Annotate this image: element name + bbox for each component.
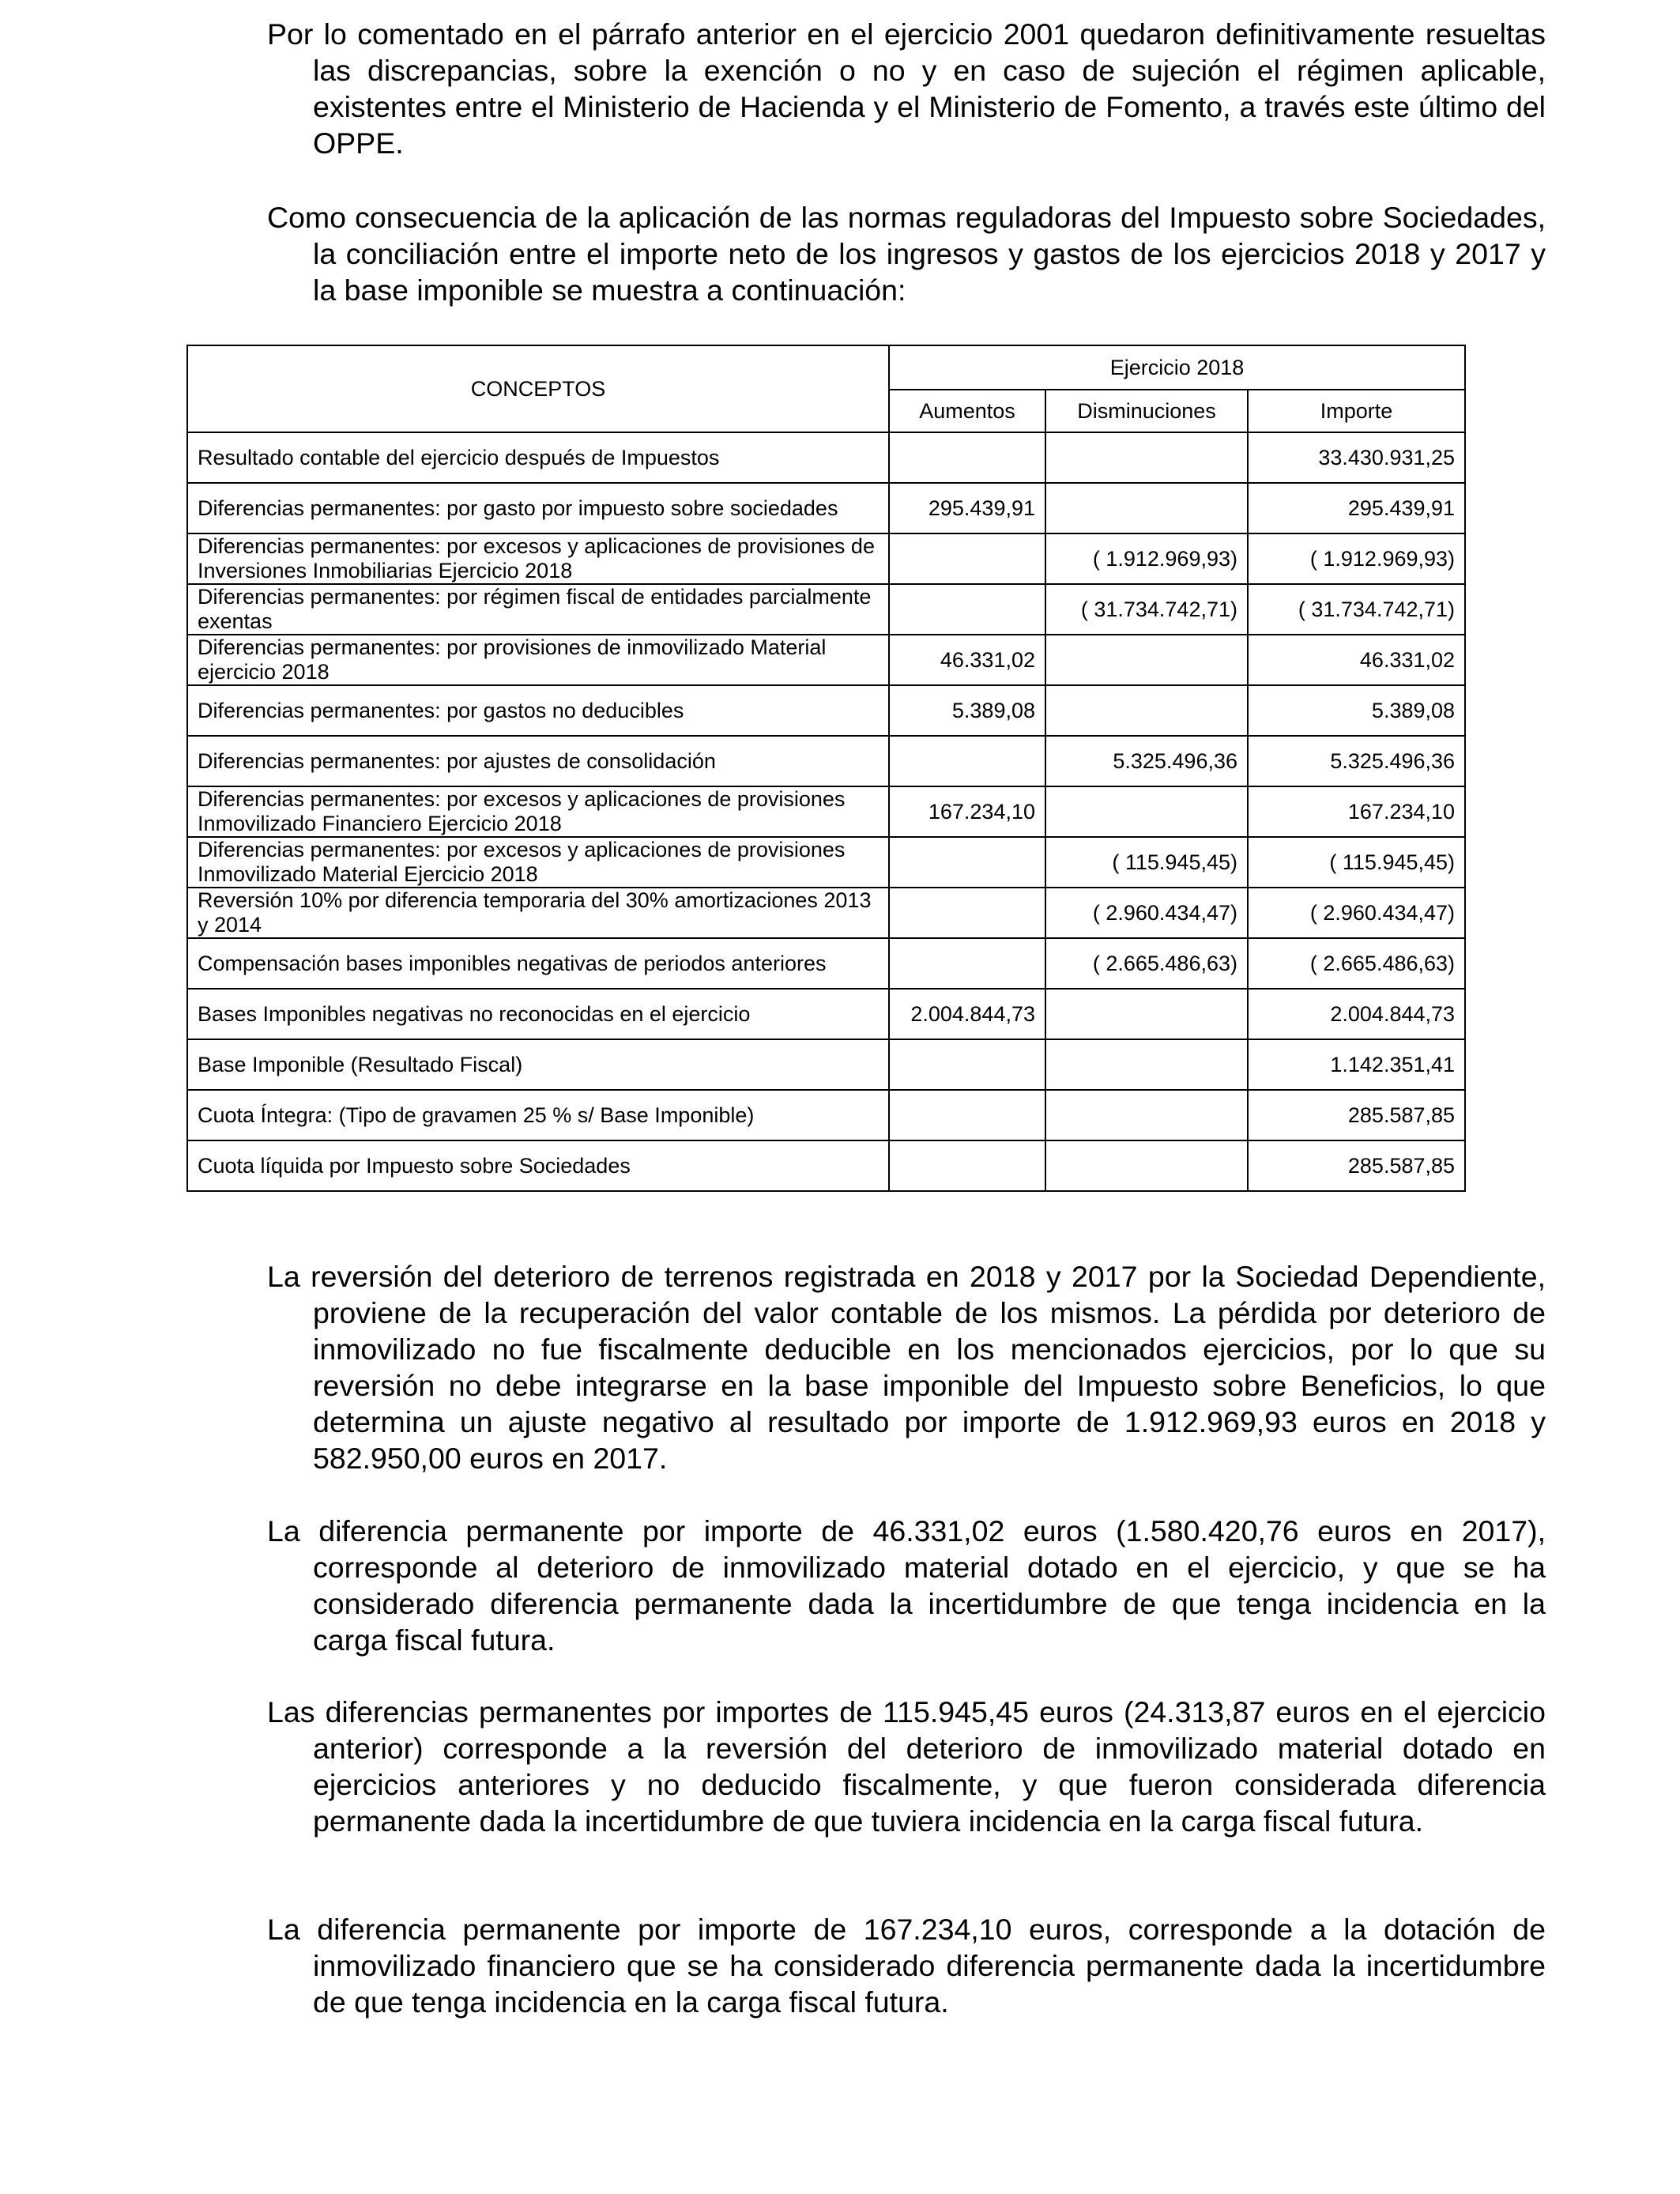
cell-decreases: ( 1.912.969,93) — [1045, 533, 1248, 584]
cell-increases — [889, 736, 1045, 786]
cell-increases — [889, 888, 1045, 938]
header-concepts: CONCEPTOS — [187, 345, 889, 432]
cell-decreases — [1045, 989, 1248, 1039]
cell-concept: Cuota Íntegra: (Tipo de gravamen 25 % s/ Base Imponible) — [187, 1090, 889, 1140]
cell-decreases: 5.325.496,36 — [1045, 736, 1248, 786]
cell-concept: Diferencias permanentes: por excesos y aplicaciones de provisiones Inmovilizado Financiero Ejercicio 2018 — [187, 786, 889, 837]
cell-increases — [889, 1090, 1045, 1140]
table-row — [187, 989, 1465, 1039]
cell-concept: Base Imponible (Resultado Fiscal) — [187, 1039, 889, 1090]
cell-increases: 46.331,02 — [889, 635, 1045, 685]
cell-amount: ( 115.945,45) — [1248, 837, 1465, 888]
cell-amount: ( 2.665.486,63) — [1248, 938, 1465, 989]
cell-amount: 5.389,08 — [1248, 685, 1465, 736]
table-row — [187, 938, 1465, 989]
cell-decreases: ( 115.945,45) — [1045, 837, 1248, 888]
table-row — [187, 685, 1465, 736]
cell-amount: 167.234,10 — [1248, 786, 1465, 837]
table-row — [187, 888, 1465, 938]
paragraph-material-impairment: La diferencia permanente por importe de 46.331,02 euros (1.580.420,76 euros en 2017), corresponde al deterioro de inmovilizado material dotado en el ejercicio, y que se ha considerado diferencia permanente dada la incertidumbre de que tenga incidencia en la carga fiscal futura. — [267, 1514, 1546, 1657]
table-row — [187, 1090, 1465, 1140]
cell-decreases — [1045, 432, 1248, 483]
cell-concept: Diferencias permanentes: por gasto por impuesto sobre sociedades — [187, 483, 889, 533]
paragraph-conciliation: Como consecuencia de la aplicación de las normas reguladoras del Impuesto sobre Sociedades, la conciliación entre el importe neto de los ingresos y gastos de los ejercicios 2018 y 2017 y la base imponible se muestra a continuación: — [267, 201, 1546, 307]
cell-concept: Diferencias permanentes: por ajustes de consolidación — [187, 736, 889, 786]
table-row — [187, 533, 1465, 584]
header-increases: Aumentos — [889, 390, 1045, 432]
cell-concept: Resultado contable del ejercicio después de Impuestos — [187, 432, 889, 483]
cell-amount: 46.331,02 — [1248, 635, 1465, 685]
cell-concept: Diferencias permanentes: por excesos y aplicaciones de provisiones de Inversiones Inmobiliarias Ejercicio 2018 — [187, 533, 889, 584]
table-row — [187, 1140, 1465, 1191]
cell-concept: Diferencias permanentes: por gastos no deducibles — [187, 685, 889, 736]
cell-concept: Diferencias permanentes: por provisiones de inmovilizado Material ejercicio 2018 — [187, 635, 889, 685]
cell-amount: 2.004.844,73 — [1248, 989, 1465, 1039]
table-row — [187, 786, 1465, 837]
paragraph-financial-provision: La diferencia permanente por importe de 167.234,10 euros, corresponde a la dotación de inmovilizado financiero que se ha considerado diferencia permanente dada la incertidumbre de que tenga incidencia en la carga fiscal futura. — [267, 1913, 1546, 2019]
cell-increases — [889, 1039, 1045, 1090]
cell-concept: Diferencias permanentes: por excesos y aplicaciones de provisiones Inmovilizado Material Ejercicio 2018 — [187, 837, 889, 888]
table-body — [187, 432, 1465, 1191]
cell-increases — [889, 938, 1045, 989]
table-row — [187, 483, 1465, 533]
cell-increases: 167.234,10 — [889, 786, 1045, 837]
cell-concept: Cuota líquida por Impuesto sobre Sociedades — [187, 1140, 889, 1191]
cell-decreases: ( 2.665.486,63) — [1045, 938, 1248, 989]
paragraph-intro: Por lo comentado en el párrafo anterior en el ejercicio 2001 quedaron definitivamente resueltas las discrepancias, sobre la exención o no y en caso de sujeción el régimen aplicable, existentes entre el Ministerio de Hacienda y el Ministerio de Fomento, a través este último del OPPE. — [267, 17, 1546, 160]
cell-amount: 285.587,85 — [1248, 1090, 1465, 1140]
cell-concept: Bases Imponibles negativas no reconocidas en el ejercicio — [187, 989, 889, 1039]
cell-increases — [889, 1140, 1045, 1191]
cell-decreases — [1045, 685, 1248, 736]
cell-increases: 295.439,91 — [889, 483, 1045, 533]
cell-amount: 295.439,91 — [1248, 483, 1465, 533]
table-row — [187, 635, 1465, 685]
cell-amount: 1.142.351,41 — [1248, 1039, 1465, 1090]
cell-amount: ( 2.960.434,47) — [1248, 888, 1465, 938]
cell-decreases — [1045, 635, 1248, 685]
cell-increases — [889, 584, 1045, 635]
table-row — [187, 1039, 1465, 1090]
cell-decreases — [1045, 1039, 1248, 1090]
cell-concept: Compensación bases imponibles negativas de periodos anteriores — [187, 938, 889, 989]
header-exercise: Ejercicio 2018 — [889, 345, 1465, 390]
table-row — [187, 736, 1465, 786]
cell-decreases — [1045, 483, 1248, 533]
cell-decreases — [1045, 1140, 1248, 1191]
cell-decreases: ( 31.734.742,71) — [1045, 584, 1248, 635]
table-row — [187, 432, 1465, 483]
cell-increases: 2.004.844,73 — [889, 989, 1045, 1039]
cell-decreases — [1045, 786, 1248, 837]
cell-decreases: ( 2.960.434,47) — [1045, 888, 1248, 938]
header-decreases: Disminuciones — [1045, 390, 1248, 432]
tax-conciliation-table — [186, 345, 1466, 1192]
cell-amount: 5.325.496,36 — [1248, 736, 1465, 786]
cell-decreases — [1045, 1090, 1248, 1140]
cell-amount: ( 31.734.742,71) — [1248, 584, 1465, 635]
cell-increases — [889, 837, 1045, 888]
cell-concept: Reversión 10% por diferencia temporaria del 30% amortizaciones 2013 y 2014 — [187, 888, 889, 938]
cell-concept: Diferencias permanentes: por régimen fiscal de entidades parcialmente exentas — [187, 584, 889, 635]
cell-amount: ( 1.912.969,93) — [1248, 533, 1465, 584]
cell-increases — [889, 432, 1045, 483]
paragraph-land-reversal: La reversión del deterioro de terrenos registrada en 2018 y 2017 por la Sociedad Dependiente, proviene de la recuperación del valor contable de los mismos. La pérdida por deterioro de inmovilizado no fue fiscalmente deducible en los mencionados ejercicios, por lo que su reversión no debe integrarse en la base imponible del Impuesto sobre Beneficios, lo que determina un ajuste negativo al resultado por importe de 1.912.969,93 euros en 2018 y 582.950,00 euros en 2017. — [267, 1260, 1546, 1475]
cell-amount: 33.430.931,25 — [1248, 432, 1465, 483]
cell-increases — [889, 533, 1045, 584]
paragraph-reversal-prior: Las diferencias permanentes por importes de 115.945,45 euros (24.313,87 euros en el ejercicio anterior) corresponde a la reversión del deterioro de inmovilizado material dotado en ejercicios anteriores y no deducido fiscalmente, y que fueron considerada diferencia permanente dada la incertidumbre de que tuviera incidencia en la carga fiscal futura. — [267, 1695, 1546, 1838]
header-amount: Importe — [1248, 390, 1465, 432]
table-row — [187, 837, 1465, 888]
table-row — [187, 584, 1465, 635]
cell-increases: 5.389,08 — [889, 685, 1045, 736]
cell-amount: 285.587,85 — [1248, 1140, 1465, 1191]
